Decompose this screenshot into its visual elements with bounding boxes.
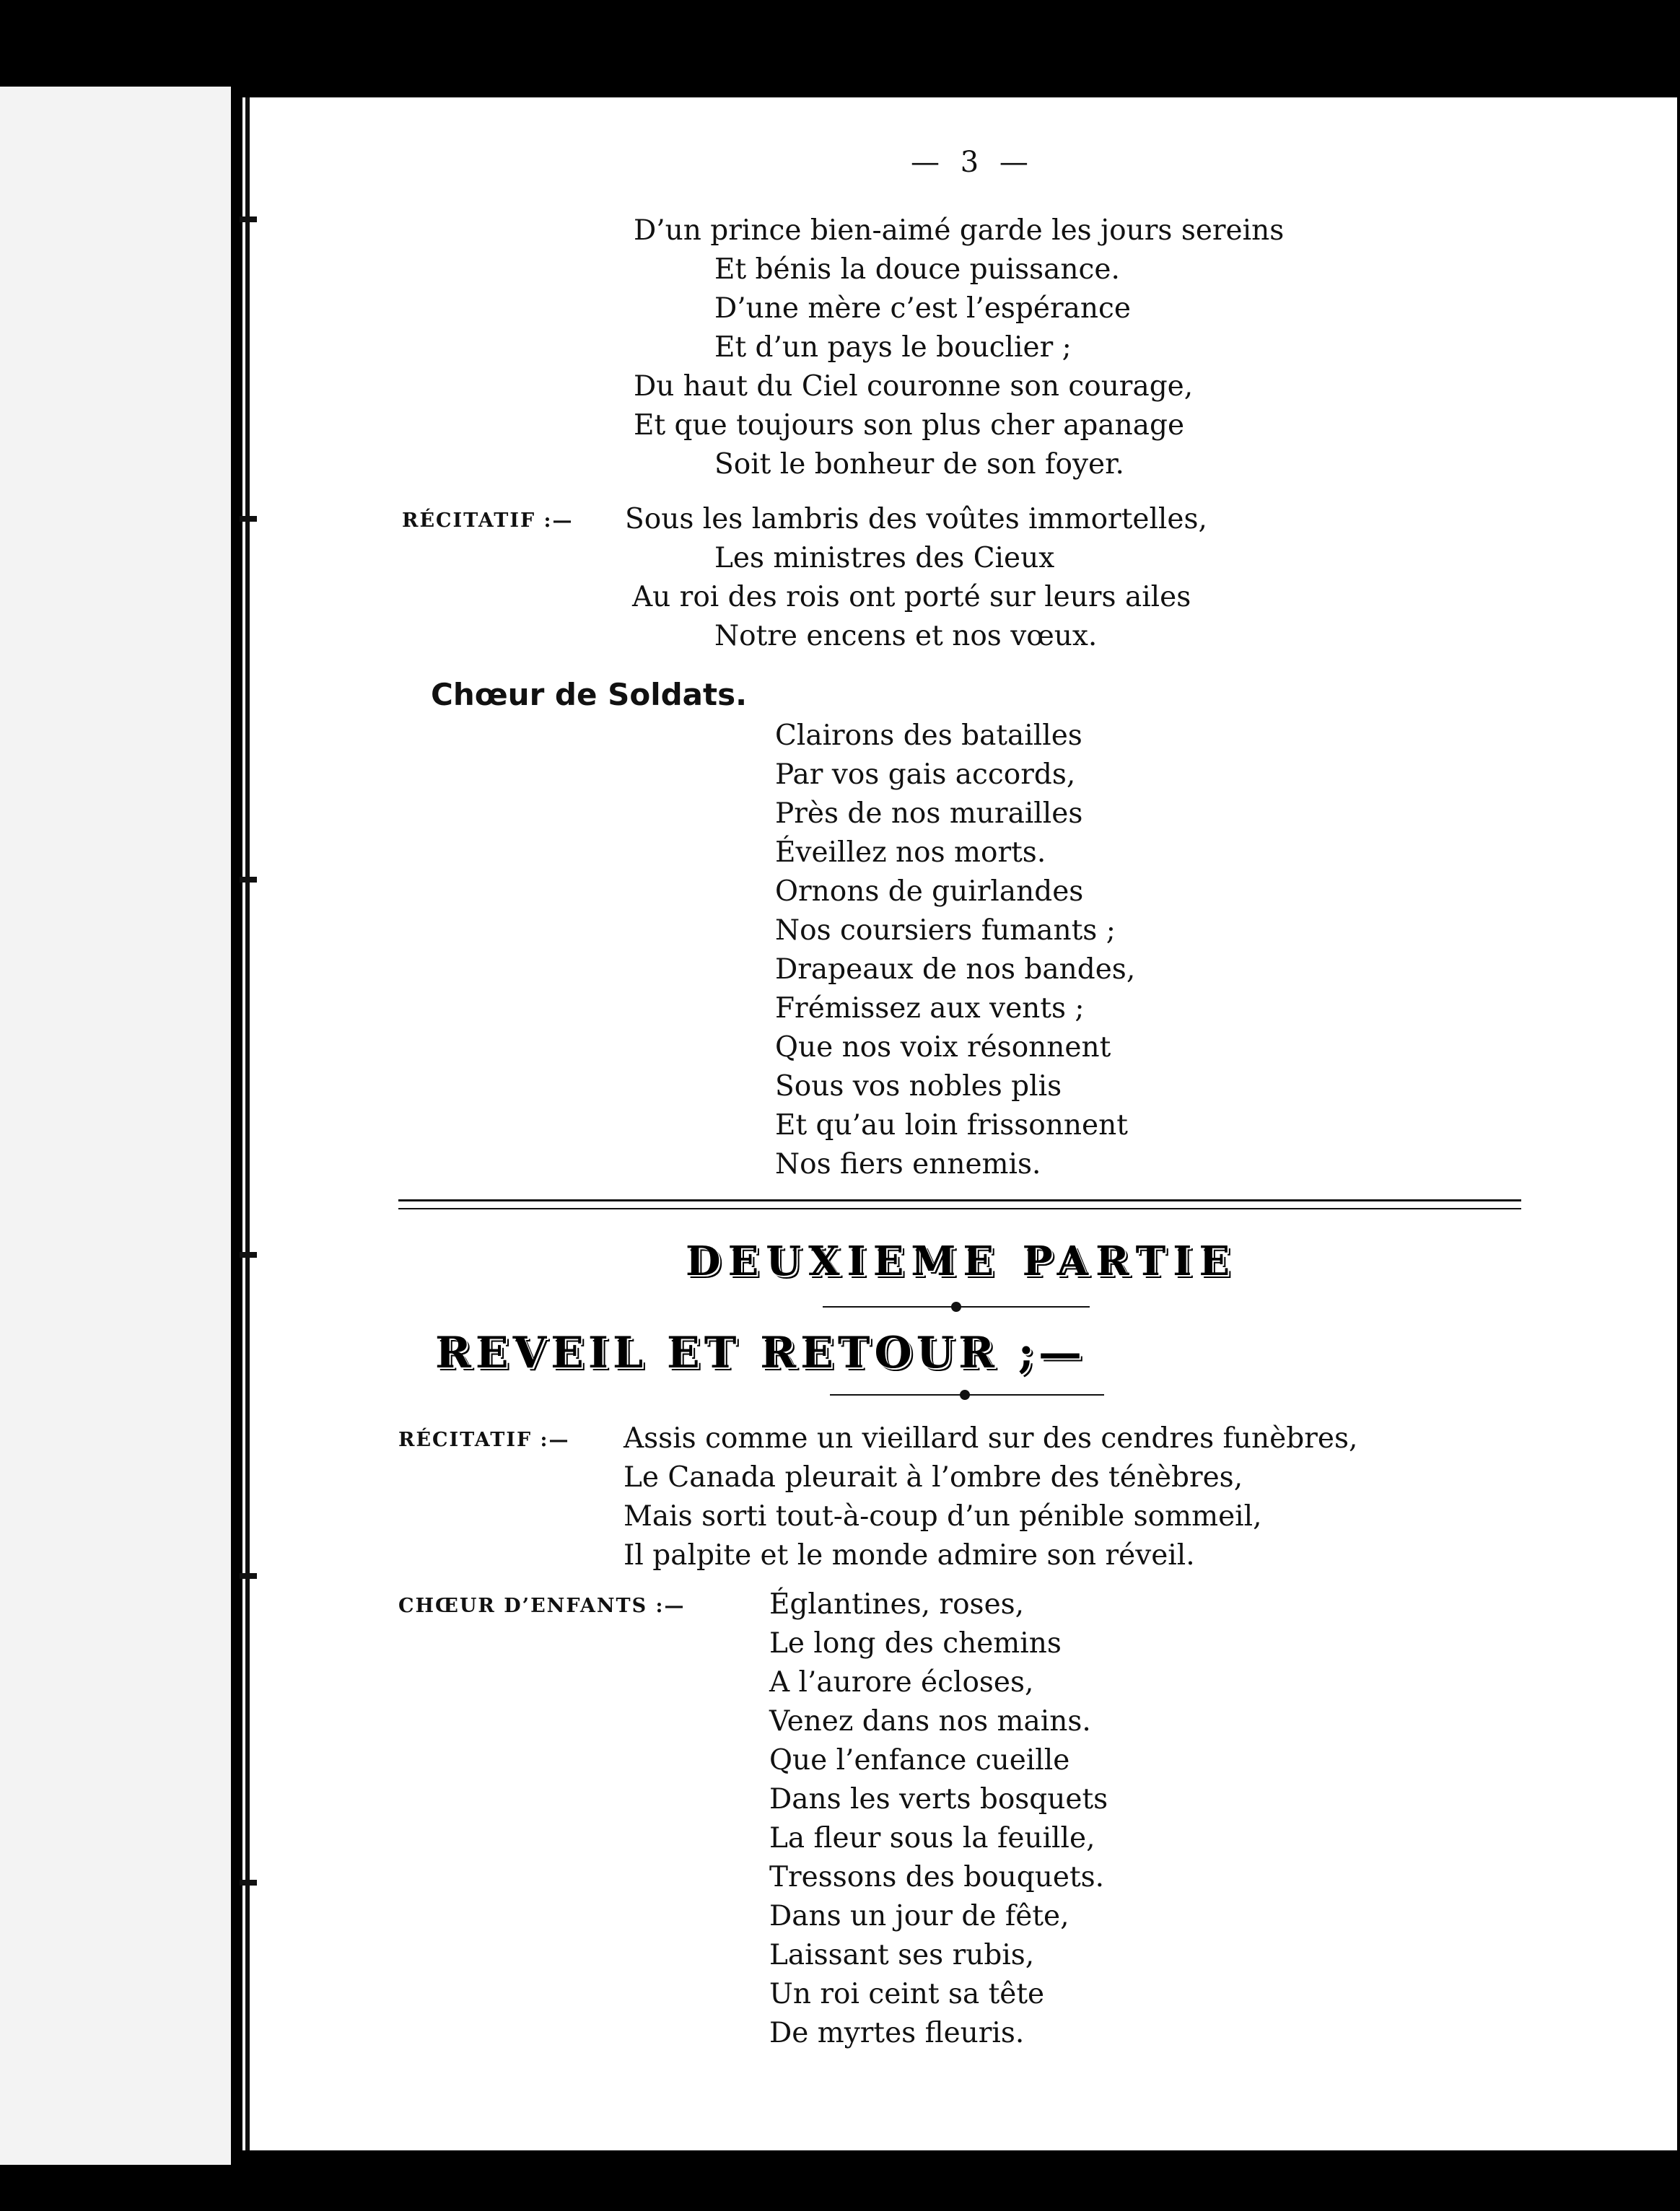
verse-line: Et que toujours son plus cher apanage	[634, 409, 1185, 442]
verse-line: Soit le bonheur de son foyer.	[714, 448, 1124, 481]
verse-line: Et qu’au loin frissonnent	[775, 1109, 1128, 1142]
verse-line: Il palpite et le monde admire son réveil.	[624, 1539, 1195, 1572]
verse-line: Du haut du Ciel couronne son courage,	[634, 370, 1194, 403]
binding-stitch	[240, 516, 257, 522]
verse-line: Notre encens et nos vœux.	[714, 620, 1098, 652]
verse-line: D’un prince bien-aimé garde les jours sereins	[634, 214, 1285, 247]
verse-line: A l’aurore écloses,	[769, 1666, 1034, 1699]
verse-line: Le long des chemins	[769, 1627, 1062, 1660]
verse-line: Que l’enfance cueille	[769, 1744, 1070, 1777]
verse-line: Par vos gais accords,	[775, 758, 1076, 791]
verse-line: Au roi des rois ont porté sur leurs ailes	[632, 581, 1191, 613]
verse-line: Laissant ses rubis,	[769, 1939, 1035, 1971]
verse-line: Tressons des bouquets.	[769, 1861, 1105, 1893]
verse-line: Dans les verts bosquets	[769, 1783, 1108, 1816]
recitatif-label: RÉCITATIF :—	[402, 509, 574, 532]
verse-line: Assis comme un vieillard sur des cendres funèbres,	[624, 1422, 1358, 1455]
verse-line: De myrtes fleuris.	[769, 2017, 1025, 2049]
verse-line: Nos coursiers fumants ;	[775, 914, 1116, 947]
verse-line: Ornons de guirlandes	[775, 875, 1084, 908]
verse-line: Et d’un pays le bouclier ;	[714, 331, 1072, 364]
divider-rule	[398, 1208, 1521, 1209]
part-title: DEUXIEME PARTIE	[686, 1238, 1238, 1285]
binding-stitch	[240, 877, 257, 883]
verse-line: Clairons des batailles	[775, 719, 1082, 752]
verse-line: Drapeaux de nos bandes,	[775, 953, 1136, 986]
facing-page	[0, 87, 231, 2165]
verse-line: Dans un jour de fête,	[769, 1900, 1069, 1932]
ornament-dot	[960, 1390, 970, 1400]
verse-line: Près de nos murailles	[775, 797, 1083, 830]
section-heading: Chœur de Soldats.	[431, 677, 748, 712]
verse-line: Que nos voix résonnent	[775, 1031, 1111, 1064]
recitatif-label: RÉCITATIF :—	[398, 1429, 570, 1451]
verse-line: Sous vos nobles plis	[775, 1070, 1062, 1103]
binding-stitch	[240, 1573, 257, 1579]
verse-line: Éveillez nos morts.	[775, 836, 1046, 869]
verse-line: Et bénis la douce puissance.	[714, 253, 1120, 286]
verse-line: Frémissez aux vents ;	[775, 992, 1085, 1025]
verse-line: La fleur sous la feuille,	[769, 1822, 1095, 1855]
verse-line: Le Canada pleurait à l’ombre des ténèbres,	[624, 1461, 1243, 1494]
verse-line: Mais sorti tout-à-coup d’un pénible sommeil,	[624, 1500, 1262, 1533]
binding-stitch	[240, 1252, 257, 1258]
page-binding	[245, 97, 250, 2150]
ornament-dot	[951, 1302, 961, 1312]
verse-line: Nos fiers ennemis.	[775, 1148, 1041, 1181]
page-number: — 3 —	[911, 146, 1034, 179]
verse-line: Sous les lambris des voûtes immortelles,	[625, 503, 1207, 535]
choir-label: CHŒUR D’ENFANTS :—	[398, 1595, 686, 1617]
verse-line: Les ministres des Cieux	[714, 542, 1055, 574]
binding-stitch	[240, 216, 257, 222]
verse-line: Un roi ceint sa tête	[769, 1978, 1045, 2010]
divider-rule	[398, 1199, 1521, 1201]
binding-stitch	[240, 1880, 257, 1886]
verse-line: D’une mère c’est l’espérance	[714, 292, 1131, 325]
verse-line: Venez dans nos mains.	[769, 1705, 1091, 1738]
verse-line: Églantines, roses,	[769, 1588, 1025, 1621]
section-title: REVEIL ET RETOUR ;—	[435, 1328, 1087, 1378]
